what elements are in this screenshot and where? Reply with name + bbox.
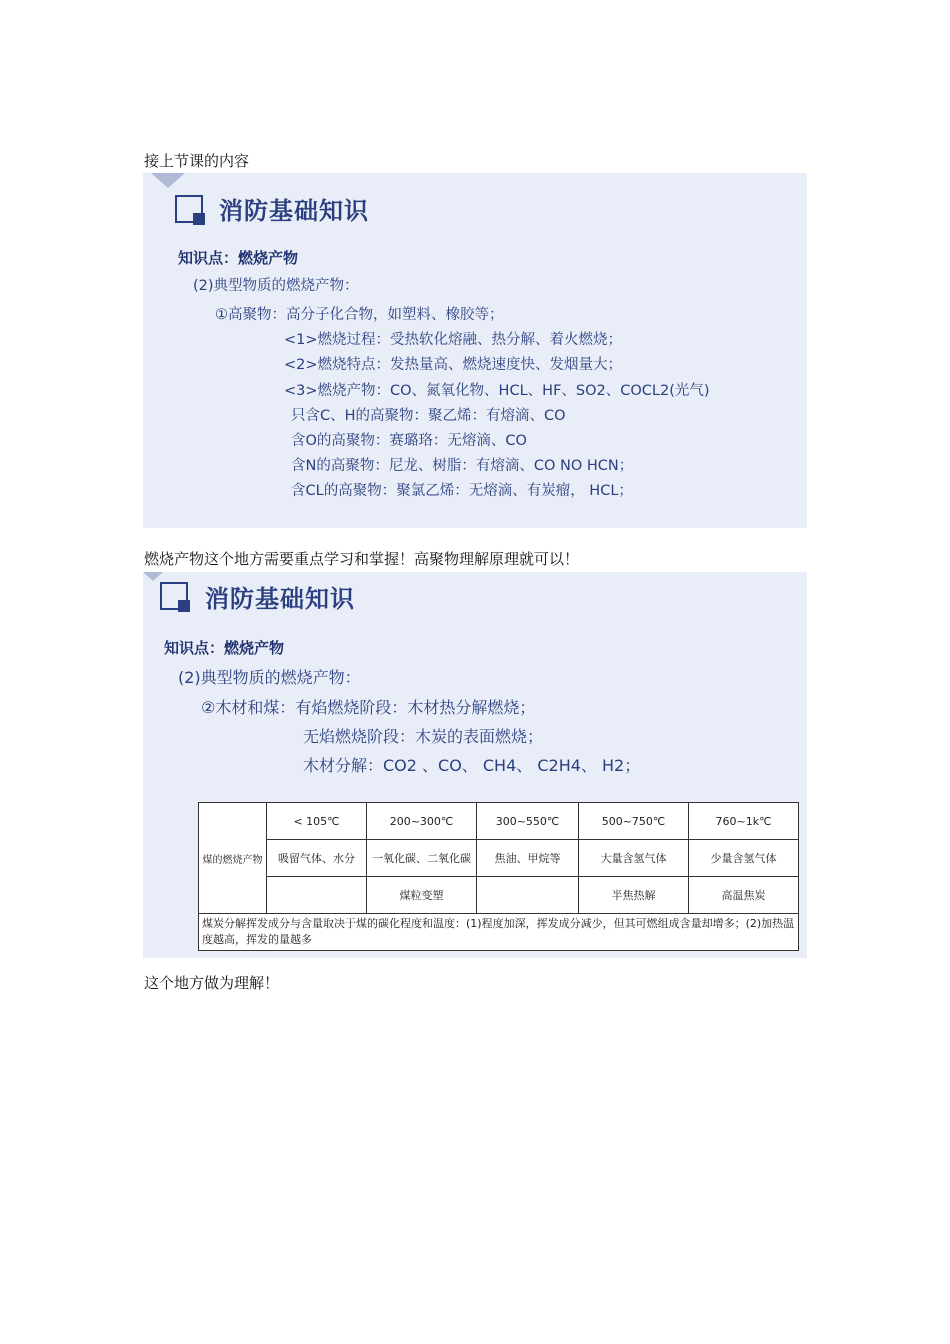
table-cell: 吸留气体、水分	[267, 840, 367, 877]
table-cell: 一氧化碳、二氧化碳	[367, 840, 477, 877]
content-line: <3>燃烧产物：CO、氮氧化物、HCL、HF、SO2、COCL2(光气)	[284, 383, 710, 399]
table-cell: 焦油、甲烷等	[477, 840, 579, 877]
table-cell: 半焦热解	[579, 877, 689, 914]
intro-text: 接上节课的内容	[144, 152, 250, 170]
content-line: ②木材和煤：有焰燃烧阶段：木材热分解燃烧；	[201, 698, 536, 717]
content-line: (2)典型物质的燃烧产物：	[193, 278, 359, 294]
table-cell	[477, 877, 579, 914]
triangle-corner-icon	[151, 173, 185, 188]
slide-combustion-wood-coal	[143, 572, 807, 958]
content-line: 含O的高聚物：赛璐珞：无熔滴、CO	[291, 433, 527, 449]
table-cell: 200~300℃	[367, 803, 477, 840]
table-cell: 煤粒变塑	[367, 877, 477, 914]
table-row	[199, 877, 799, 914]
slide-title: 消防基础知识	[205, 585, 355, 613]
table-note: 煤炭分解挥发成分与含量取决于煤的碳化程度和温度：(1)程度加深，挥发成分减少，但其可燃组成含量却增多；(2)加热温度越高，挥发的量越多	[199, 914, 799, 951]
table-cell: 300~550℃	[477, 803, 579, 840]
table-row	[199, 840, 799, 877]
content-line: 只含C、H的高聚物：聚乙烯：有熔滴、CO	[291, 408, 566, 424]
table-row	[199, 914, 799, 951]
content-line: 木材分解：CO2 、CO、 CH4、 C2H4、 H2；	[303, 756, 641, 775]
table-row-header: 煤的燃烧产物	[199, 803, 267, 914]
content-line: 无焰燃烧阶段：木炭的表面燃烧；	[303, 727, 544, 746]
content-line: 含CL的高聚物：聚氯乙烯：无熔滴、有炭瘤， HCL；	[291, 483, 633, 499]
table-cell: 高温焦炭	[689, 877, 799, 914]
content-line: 含N的高聚物：尼龙、树脂：有熔滴、CO NO HCN；	[291, 458, 634, 474]
table-cell: 大量含氢气体	[579, 840, 689, 877]
table-row	[199, 803, 799, 840]
table-cell: < 105℃	[267, 803, 367, 840]
slide-combustion-polymers	[143, 173, 807, 528]
slide-title: 消防基础知识	[219, 197, 369, 225]
content-line: <1>燃烧过程：受热软化熔融、热分解、着火燃烧；	[284, 332, 623, 348]
knowledge-point-label: 知识点：燃烧产物	[178, 249, 299, 267]
content-line: ①高聚物：高分子化合物，如塑料、橡胶等；	[215, 307, 504, 323]
triangle-corner-icon	[143, 572, 163, 581]
table-cell: 少量含氢气体	[689, 840, 799, 877]
table-cell: 760~1k℃	[689, 803, 799, 840]
ending-text: 这个地方做为理解！	[144, 974, 280, 992]
knowledge-point-label: 知识点：燃烧产物	[164, 639, 285, 657]
table-cell: 500~750℃	[579, 803, 689, 840]
coal-combustion-table	[198, 802, 799, 951]
table-cell	[267, 877, 367, 914]
middle-text: 燃烧产物这个地方需要重点学习和掌握！高聚物理解原理就可以！	[144, 550, 580, 568]
content-line: (2)典型物质的燃烧产物：	[178, 668, 361, 687]
content-line: <2>燃烧特点：发热量高、燃烧速度快、发烟量大；	[284, 357, 623, 373]
